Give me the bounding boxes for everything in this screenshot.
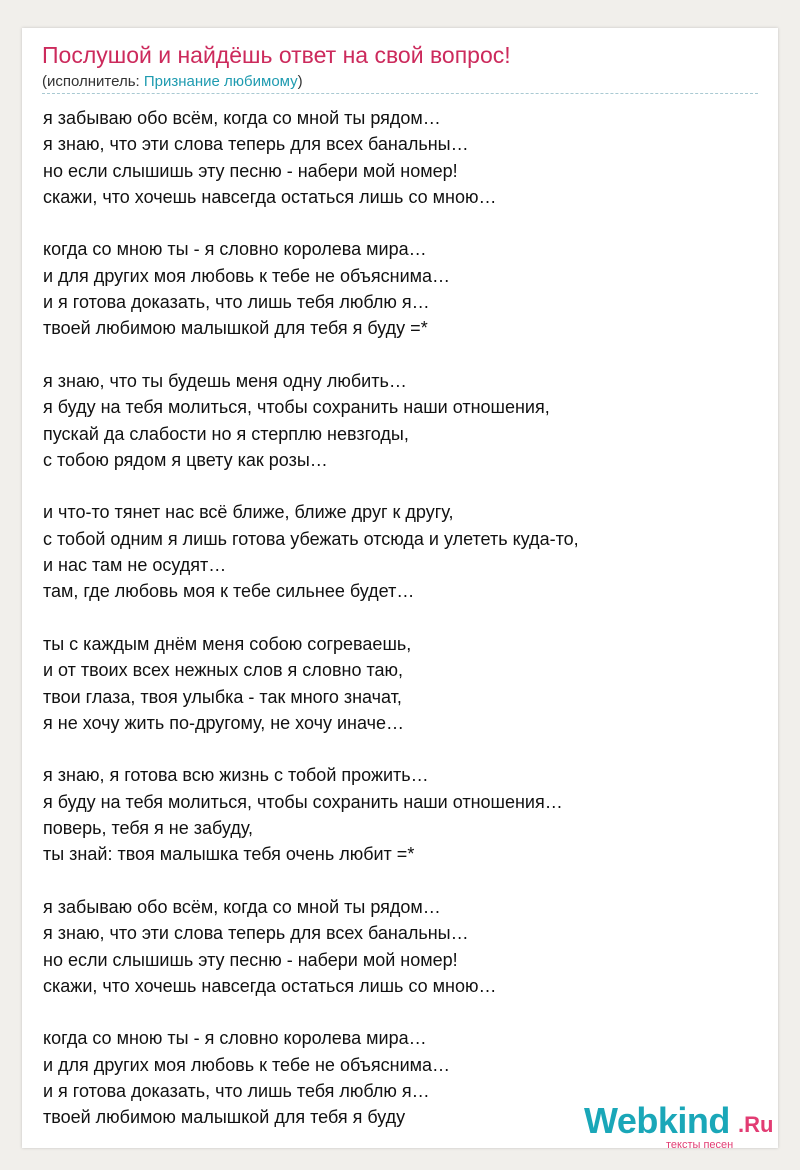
lyric-line: я знаю, что ты будешь меня одну любить… [43,370,407,391]
lyric-line: твои глаза, твоя улыбка - так много значат, [43,686,402,707]
lyric-line: когда со мною ты - я словно королева мира… [43,239,427,260]
lyric-line: ты знай: твоя малышка тебя очень любит =* [43,844,415,865]
lyric-line: я забываю обо всём, когда со мной ты рядом… [43,896,441,917]
lyric-line: и я готова доказать, что лишь тебя люблю я… [43,292,430,313]
lyric-line: я буду на тебя молиться, чтобы сохранить наши отношения… [43,791,563,812]
lyric-line: но если слышишь эту песню - набери мой номер! [43,949,458,970]
lyric-line: твоей любимою малышкой для тебя я буду [43,1107,406,1128]
logo-tagline: тексты песен [666,1139,734,1151]
lyrics-text [43,105,757,1157]
lyric-line: и я готова доказать, что лишь тебя люблю я… [43,1080,430,1101]
artist-link[interactable]: Признание любимому [143,73,298,90]
lyric-line: и что-то тянет нас всё ближе, ближе друг к другу, [43,502,454,523]
lyric-line: поверь, тебя я не забуду, [43,818,254,839]
lyric-line: я буду на тебя молиться, чтобы сохранить наши отношения, [43,397,550,418]
lyric-line: когда со мною ты - я словно королева мира… [43,1028,427,1049]
lyric-line: я знаю, что эти слова теперь для всех банальны… [43,923,469,944]
lyric-line: пускай да слабости но я стерплю невзгоды, [43,423,409,444]
lyric-line: я знаю, что эти слова теперь для всех банальны… [43,134,469,155]
lyric-line: с тобою рядом я цвету как розы… [43,449,328,470]
artist-line [42,73,303,90]
lyrics-stanza [43,499,757,604]
lyrics-stanza [43,894,757,999]
lyric-line: скажи, что хочешь навсегда остаться лишь со мною… [43,186,497,207]
lyrics-stanza [43,631,757,736]
lyric-line: там, где любовь моя к тебе сильнее будет… [43,581,415,602]
song-title: Послушой и найдёшь ответ на свой вопрос! [42,42,511,68]
artist-prefix: (исполнитель: [42,73,144,90]
lyric-line: с тобой одним я лишь готова убежать отсюда и улететь куда-то, [43,528,579,549]
lyric-line: ты с каждым днём меня собою согреваешь, [43,633,412,654]
logo-suffix: .Ru [738,1112,774,1137]
lyric-line: твоей любимою малышкой для тебя я буду =* [43,318,428,339]
lyrics-stanza [43,105,757,210]
artist-suffix: ) [297,73,303,90]
lyric-line: и для других моя любовь к тебе не объяснима… [43,265,451,286]
lyrics-stanza [43,762,757,867]
lyrics-stanza [43,368,757,473]
lyric-line: я забываю обо всём, когда со мной ты рядом… [43,108,441,128]
lyric-line: я не хочу жить по-другому, не хочу иначе… [43,712,404,733]
divider [42,93,758,94]
lyric-line: и для других моя любовь к тебе не объяснима… [43,1054,451,1075]
logo-brand: Webkind [584,1100,730,1141]
webkind-logo [582,1100,777,1150]
lyric-line: я знаю, я готова всю жизнь с тобой прожить… [43,765,429,786]
lyric-line: и нас там не осудят… [43,555,227,576]
lyric-line: но если слышишь эту песню - набери мой номер! [43,160,458,181]
lyric-line: скажи, что хочешь навсегда остаться лишь со мною… [43,975,497,996]
lyric-line: и от твоих всех нежных слов я словно таю, [43,660,404,681]
lyrics-card [22,28,778,1151]
lyrics-stanza [43,236,757,341]
